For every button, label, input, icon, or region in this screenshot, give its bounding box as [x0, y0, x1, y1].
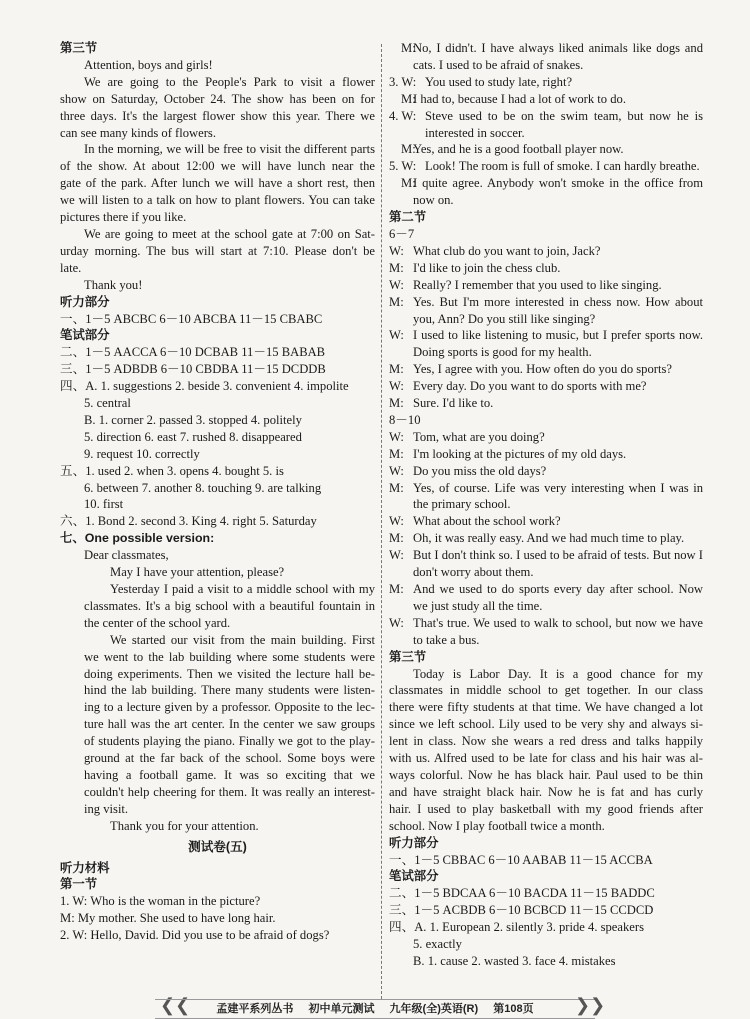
speaker-label: M: [389, 396, 404, 411]
text-line: Dear classmates, [84, 548, 169, 563]
text-line: 1. W: Who is the woman in the picture? [60, 894, 261, 909]
section-heading: 第三节 [60, 41, 98, 55]
section-heading: 听力部分 [389, 835, 439, 850]
text-line: the center of the school yard. [84, 615, 231, 630]
dialogue-text: Yes, I agree with you. How often do you do sports? [413, 362, 672, 377]
speaker-label: M: [389, 480, 404, 495]
paragraph-line: hair. I used to play basketball with my good friends after [389, 801, 703, 816]
section-heading: 听力部分 [60, 294, 110, 309]
speaker-label: M: [389, 260, 404, 275]
text-line: 二、1－5 BDCAA 6－10 BACDA 11－15 BADDC [389, 886, 655, 901]
speaker-label: W: [389, 548, 404, 563]
dialogue-text: Really? I remember that you used to like singing. [413, 277, 662, 292]
dialogue-text: I had to, because I had a lot of work to do. [413, 91, 626, 106]
speaker-label: 3. W: [389, 74, 417, 89]
paragraph-line: Attention, boys and girls! [84, 57, 213, 72]
text-line: 五、1. used 2. when 3. opens 4. bought 5. is [60, 463, 284, 478]
dialogue-line [389, 141, 703, 158]
paragraph-line: We are going to meet at the school gate at 7:00 on Sat- [84, 226, 375, 241]
section-heading: 听力材料 [60, 860, 110, 875]
text-line: 四、A. 1. European 2. silently 3. pride 4. speakers [389, 920, 644, 935]
footer-book: 初中单元测试 [308, 1003, 375, 1015]
paragraph-line: with us. Alfred used to be late for class and his hair was al- [389, 751, 703, 766]
dialogue-line [389, 260, 703, 277]
right-column [389, 40, 703, 970]
dialogue-text: I quite agree. Anybody won't smoke in the office from now on. [413, 176, 703, 208]
speaker-label: 4. W: [389, 108, 417, 123]
text-line: M: My mother. She used to have long hair. [60, 911, 276, 926]
column-divider [381, 44, 382, 999]
dialogue-line [389, 395, 703, 412]
text-line: can see many kinds of flowers. [60, 125, 216, 140]
dialogue-text: Look! The room is full of smoke. I can hardly breathe. [425, 159, 700, 174]
dialogue-text: Yes. But I'm more interested in chess now. How about you, Ann? Do you still like singing? [413, 294, 703, 326]
speaker-label: M: [389, 531, 404, 546]
speaker-label: M: [389, 582, 404, 596]
dialogue-line [389, 378, 703, 395]
text-line: B. 1. cause 2. wasted 3. face 4. mistakes [413, 953, 616, 968]
dialogue-text: I'd like to join the chess club. [413, 260, 561, 275]
section-heading: 笔试部分 [389, 869, 439, 884]
dialogue-line [389, 581, 703, 615]
text-line: 9. request 10. correctly [84, 446, 200, 461]
speaker-label: M: [401, 142, 416, 157]
paragraph-line: since we left school. Lily used to be very shy and always si- [389, 717, 703, 732]
paragraph-line: We are going to the People's Park to visit a flower [84, 74, 375, 89]
section-heading: 笔试部分 [60, 328, 110, 343]
dialogue-line [389, 40, 703, 74]
speaker-label: W: [389, 615, 404, 630]
right-arrow-ornament-icon: ❯❯ [575, 995, 606, 1015]
text-line: B. 1. corner 2. passed 3. stopped 4. politely [84, 412, 302, 427]
text-line: 5. exactly [413, 937, 462, 952]
dialogue-line [389, 429, 703, 446]
paragraph-line: of the show. At about 12:00 we will have lunch near the [60, 159, 375, 174]
speaker-label: M: [401, 41, 416, 55]
dialogue-line [389, 361, 703, 378]
text-line: 二、1－5 AACCA 6－10 DCBAB 11－15 BABAB [60, 345, 326, 360]
text-line: May I have your attention, please? [110, 565, 285, 580]
dialogue-text: Yes, of course. Life was very interesting when I was in the primary school. [413, 480, 703, 512]
dialogue-text: Steve used to be on the swim team, but now he is interested in soccer. [425, 108, 703, 140]
speaker-label: W: [389, 429, 404, 444]
section-heading: 第一节 [60, 877, 98, 892]
text-line: 一、1－5 ABCBC 6－10 ABCBA 11－15 CBABC [60, 311, 323, 326]
text-line: 5. central [84, 396, 131, 411]
paragraph-line: lent in class. Now she wears a red dress and talks happily [389, 734, 703, 749]
paragraph-line: We started our visit from the main building. First [110, 632, 375, 647]
text-line: 5. direction 6. east 7. rushed 8. disappeared [84, 429, 302, 444]
text-line: 2. W: Hello, David. Did you use to be afraid of dogs? [60, 928, 330, 943]
dialogue-text: You used to study late, right? [425, 74, 573, 89]
speaker-label: M: [389, 294, 404, 309]
dialogue-text: But I don't think so. I used to be afraid of tests. But now I don't worry about them. [413, 548, 703, 580]
dialogue-text: That's true. We used to walk to school, but now we have to take a bus. [413, 615, 703, 647]
text-line: 6. between 7. another 8. touching 9. are talking [84, 480, 322, 495]
dialogue-line [389, 463, 703, 480]
text-line: 一、1－5 CBBAC 6－10 AABAB 11－15 ACCBA [389, 852, 653, 867]
speaker-label: W: [389, 463, 404, 478]
text-line: school. Now I play football twice a month. [389, 818, 605, 833]
text-line: 三、1－5 ACBDB 6－10 BCBCD 11－15 CCDCD [389, 903, 654, 918]
speaker-label: M: [389, 362, 404, 377]
footer-page-number: 第108页 [493, 1003, 534, 1015]
paragraph-line: we went to the lab building where some students were [84, 649, 375, 664]
paragraph-line: hind the lab building. There many students were listen- [84, 683, 375, 698]
dialogue-line [389, 615, 703, 649]
dialogue-line [389, 74, 703, 91]
dialogue-line [389, 243, 703, 260]
left-column [60, 40, 375, 944]
text-line: ing visit. [84, 801, 129, 816]
dialogue-text: Every day. Do you want to do sports with me? [413, 379, 647, 394]
paragraph-line: ways colorful. Now he has black hair. Paul used to be thin [389, 767, 703, 782]
dialogue-line [389, 277, 703, 294]
paragraph-line: classmates in middle school to get together. In our class [389, 683, 703, 698]
paragraph-line: gate of the park. After lunch we will have a short rest, then [60, 176, 375, 191]
text-line: Thank you for your attention. [110, 818, 259, 833]
paragraph-line: there were fifty students at that time. We have changed a lot [389, 700, 703, 715]
dialogue-line [389, 513, 703, 530]
speaker-label: M: [389, 446, 404, 461]
dialogue-text: Yes, and he is a good football player now. [413, 142, 624, 157]
left-arrow-ornament-icon: ❮❮ [160, 995, 191, 1015]
paragraph-line: Today is Labor Day. It is a good chance for my [413, 666, 703, 681]
dialogue-line [389, 446, 703, 463]
text-line: 四、A. 1. suggestions 2. beside 3. convenient 4. impolite [60, 379, 349, 394]
dialogue-text: No, I didn't. I have always liked animals like dogs and cats. I used to be afraid of snakes. [413, 41, 703, 72]
paragraph-line: we will listen to a talk on how to plant flowers. You can take [60, 193, 375, 208]
dialogue-line [389, 547, 703, 581]
speaker-label: W: [389, 379, 404, 394]
test-title: 测试卷(五) [188, 839, 247, 854]
section-heading: 第三节 [389, 649, 427, 664]
paragraph-line: classmates. It's a big school with a beautiful fountain in [84, 598, 375, 613]
dialogue-text: I used to like listening to music, but I prefer sports now. Doing sports is good for my health. [413, 328, 703, 360]
dialogue-line [389, 158, 703, 175]
speaker-label: W: [389, 514, 404, 529]
dialogue-text: Sure. I'd like to. [413, 396, 494, 411]
paragraph-line: couldn't help cheering for them. It was really an interest- [84, 784, 375, 799]
speaker-label: M: [401, 176, 416, 191]
dialogue-line [389, 108, 703, 142]
paragraph-line: and have straight black hair. Now he is fat and has curly [389, 784, 703, 799]
paragraph-line: show on Saturday, October 24. The show has been on for [60, 91, 375, 106]
dialogue-text: Tom, what are you doing? [413, 429, 545, 444]
paragraph-line: Yesterday I paid a visit to a middle school with my [110, 582, 375, 596]
speaker-label: M: [401, 91, 416, 106]
footer-series: 孟建平系列丛书 [216, 1003, 294, 1015]
paragraph-line: urday morning. The bus will start at 7:10. Please don't be [60, 243, 375, 258]
paragraph-line: doing experiments. Then we visited the lecture hall be- [84, 666, 375, 681]
section-heading: 第二节 [389, 210, 427, 225]
dialogue-text: What club do you want to join, Jack? [413, 243, 601, 258]
text-line: 10. first [84, 497, 124, 512]
dialogue-line [389, 480, 703, 514]
paragraph-line: ground at the far back of the school. Some boys were [84, 751, 375, 766]
speaker-label: W: [389, 277, 404, 292]
paragraph-line: ing to a lecture given by a professor. Opposite to the lec- [84, 700, 375, 715]
paragraph-line: having a football game. It was so exciting that we [84, 767, 375, 782]
section-heading: 七、One possible version: [60, 531, 215, 546]
text-line: pictures there if you like. [60, 210, 187, 225]
speaker-label: 5. W: [389, 159, 417, 174]
paragraph-line: three days. It's the largest flower show this year. There we [60, 108, 375, 123]
dialogue-text: Oh, it was really easy. And we had much time to play. [413, 531, 685, 546]
speaker-label: W: [389, 328, 404, 343]
page-footer [155, 995, 595, 1019]
text-line: 8－10 [389, 412, 421, 427]
dialogue-text: What about the school work? [413, 514, 561, 529]
dialogue-text: And we used to do sports every day after school. Now we just study all the time. [413, 582, 703, 613]
footer-grade: 九年级(全)英语(R) [389, 1003, 479, 1015]
text-line: 6－7 [389, 226, 415, 241]
paragraph-line: In the morning, we will be free to visit the different parts [84, 142, 375, 157]
paragraph-line: of students playing the piano. Finally we got to the play- [84, 734, 375, 749]
dialogue-line [389, 294, 703, 328]
paragraph-line: ture hall was the art center. In the center we saw groups [84, 717, 375, 732]
text-line: 三、1－5 ADBDB 6－10 CBDBA 11－15 DCDDB [60, 362, 326, 377]
text-line: Thank you! [84, 277, 143, 292]
dialogue-line [389, 530, 703, 547]
dialogue-line [389, 91, 703, 108]
dialogue-line [389, 175, 703, 209]
dialogue-text: Do you miss the old days? [413, 463, 547, 478]
text-line: late. [60, 260, 82, 275]
text-line: 六、1. Bond 2. second 3. King 4. right 5. Saturday [60, 514, 317, 529]
speaker-label: W: [389, 243, 404, 258]
dialogue-text: I'm looking at the pictures of my old days. [413, 446, 627, 461]
dialogue-line [389, 327, 703, 361]
